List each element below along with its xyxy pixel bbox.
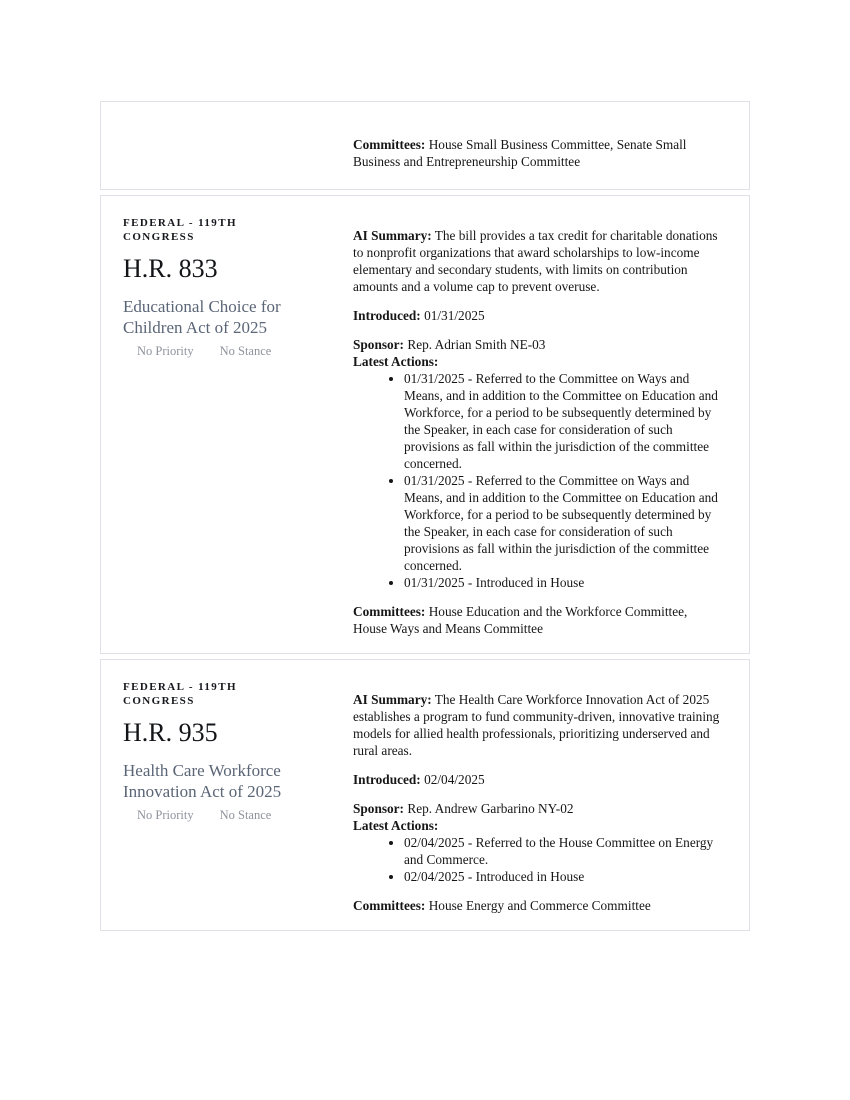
ai-summary-label: AI Summary: [353,692,432,707]
action-item: • 01/31/2025 - Referred to the Committee on Ways and Means, and in addition to the Committee on Education and Workforce, for a period to be subsequently determined by the Speaker, in each case for consideration of such provisions as fall within the jurisdiction of the committee concerned. [404,370,721,472]
introduced-line [353,307,721,324]
jurisdiction-label: FEDERAL - 119TH CONGRESS [123,217,237,243]
bill-card-right-column [353,196,749,653]
sponsor-line [353,800,721,817]
ai-summary-line [353,227,721,295]
bill-card [100,195,750,654]
action-item: • 01/31/2025 - Referred to the Committee on Ways and Means, and in addition to the Committee on Education and Workforce, for a period to be subsequently determined by the Speaker, in each case for consideration of such provisions as fall within the jurisdiction of the committee concerned. [404,472,721,574]
introduced-label: Introduced: [353,772,421,787]
latest-actions-list [353,370,721,591]
report-page [100,101,750,936]
introduced-label: Introduced: [353,308,421,323]
sponsor-value: Rep. Andrew Garbarino NY-02 [407,801,574,816]
bill-number: H.R. 935 [123,718,218,747]
bill-title: Educational Choice for Children Act of 2025 [123,297,281,337]
action-item: • 02/04/2025 - Referred to the House Committee on Energy and Commerce. [404,834,721,868]
committees-label: Committees: [353,137,426,152]
sponsor-label: Sponsor: [353,801,404,816]
stance-badge: No Stance [219,808,272,822]
latest-actions-heading [353,817,721,834]
bill-badges [137,807,333,823]
action-item: • 02/04/2025 - Introduced in House [404,868,721,885]
committees-value: House Education and the Workforce Committee, House Ways and Means Committee [353,604,688,636]
bill-title: Health Care Workforce Innovation Act of 2025 [123,761,282,801]
action-item: • 01/31/2025 - Introduced in House [404,574,721,591]
committees-line [353,136,721,170]
latest-actions-heading [353,353,721,370]
bill-card-partial [100,101,750,190]
committees-label: Committees: [353,898,426,913]
ai-summary-label: AI Summary: [353,228,432,243]
ai-summary-line [353,691,721,759]
latest-actions-label: Latest Actions: [353,354,439,369]
latest-actions-list [353,834,721,885]
committees-value: House Small Business Committee, Senate Small Business and Entrepreneurship Committee [353,137,687,169]
jurisdiction-label: FEDERAL - 119TH CONGRESS [123,681,237,707]
bill-card [100,659,750,931]
partial-card-left-column [101,102,353,189]
priority-badge: No Priority [137,344,194,358]
bill-card-left-column [101,660,353,930]
ai-summary-value: The bill provides a tax credit for charitable donations to nonprofit organizations that award scholarships to low-income elementary and secondary students, with limits on contribution amounts and a volume cap to prevent overuse. [353,228,718,294]
committees-line [353,603,721,637]
introduced-line [353,771,721,788]
latest-actions-label: Latest Actions: [353,818,439,833]
introduced-value: 02/04/2025 [424,772,485,787]
committees-label: Committees: [353,604,426,619]
bill-badges [137,343,333,359]
sponsor-value: Rep. Adrian Smith NE-03 [407,337,546,352]
priority-badge: No Priority [137,808,194,822]
partial-card-right-column [353,102,749,189]
stance-badge: No Stance [219,344,272,358]
introduced-value: 01/31/2025 [424,308,485,323]
sponsor-label: Sponsor: [353,337,404,352]
sponsor-line [353,336,721,353]
ai-summary-value: The Health Care Workforce Innovation Act of 2025 establishes a program to fund community-driven, innovative training models for allied health professionals, prioritizing underserved and rural areas. [353,692,720,758]
bill-card-right-column [353,660,749,930]
bill-card-left-column [101,196,353,653]
committees-line [353,897,721,914]
committees-value: House Energy and Commerce Committee [428,898,651,913]
bill-number: H.R. 833 [123,254,218,283]
